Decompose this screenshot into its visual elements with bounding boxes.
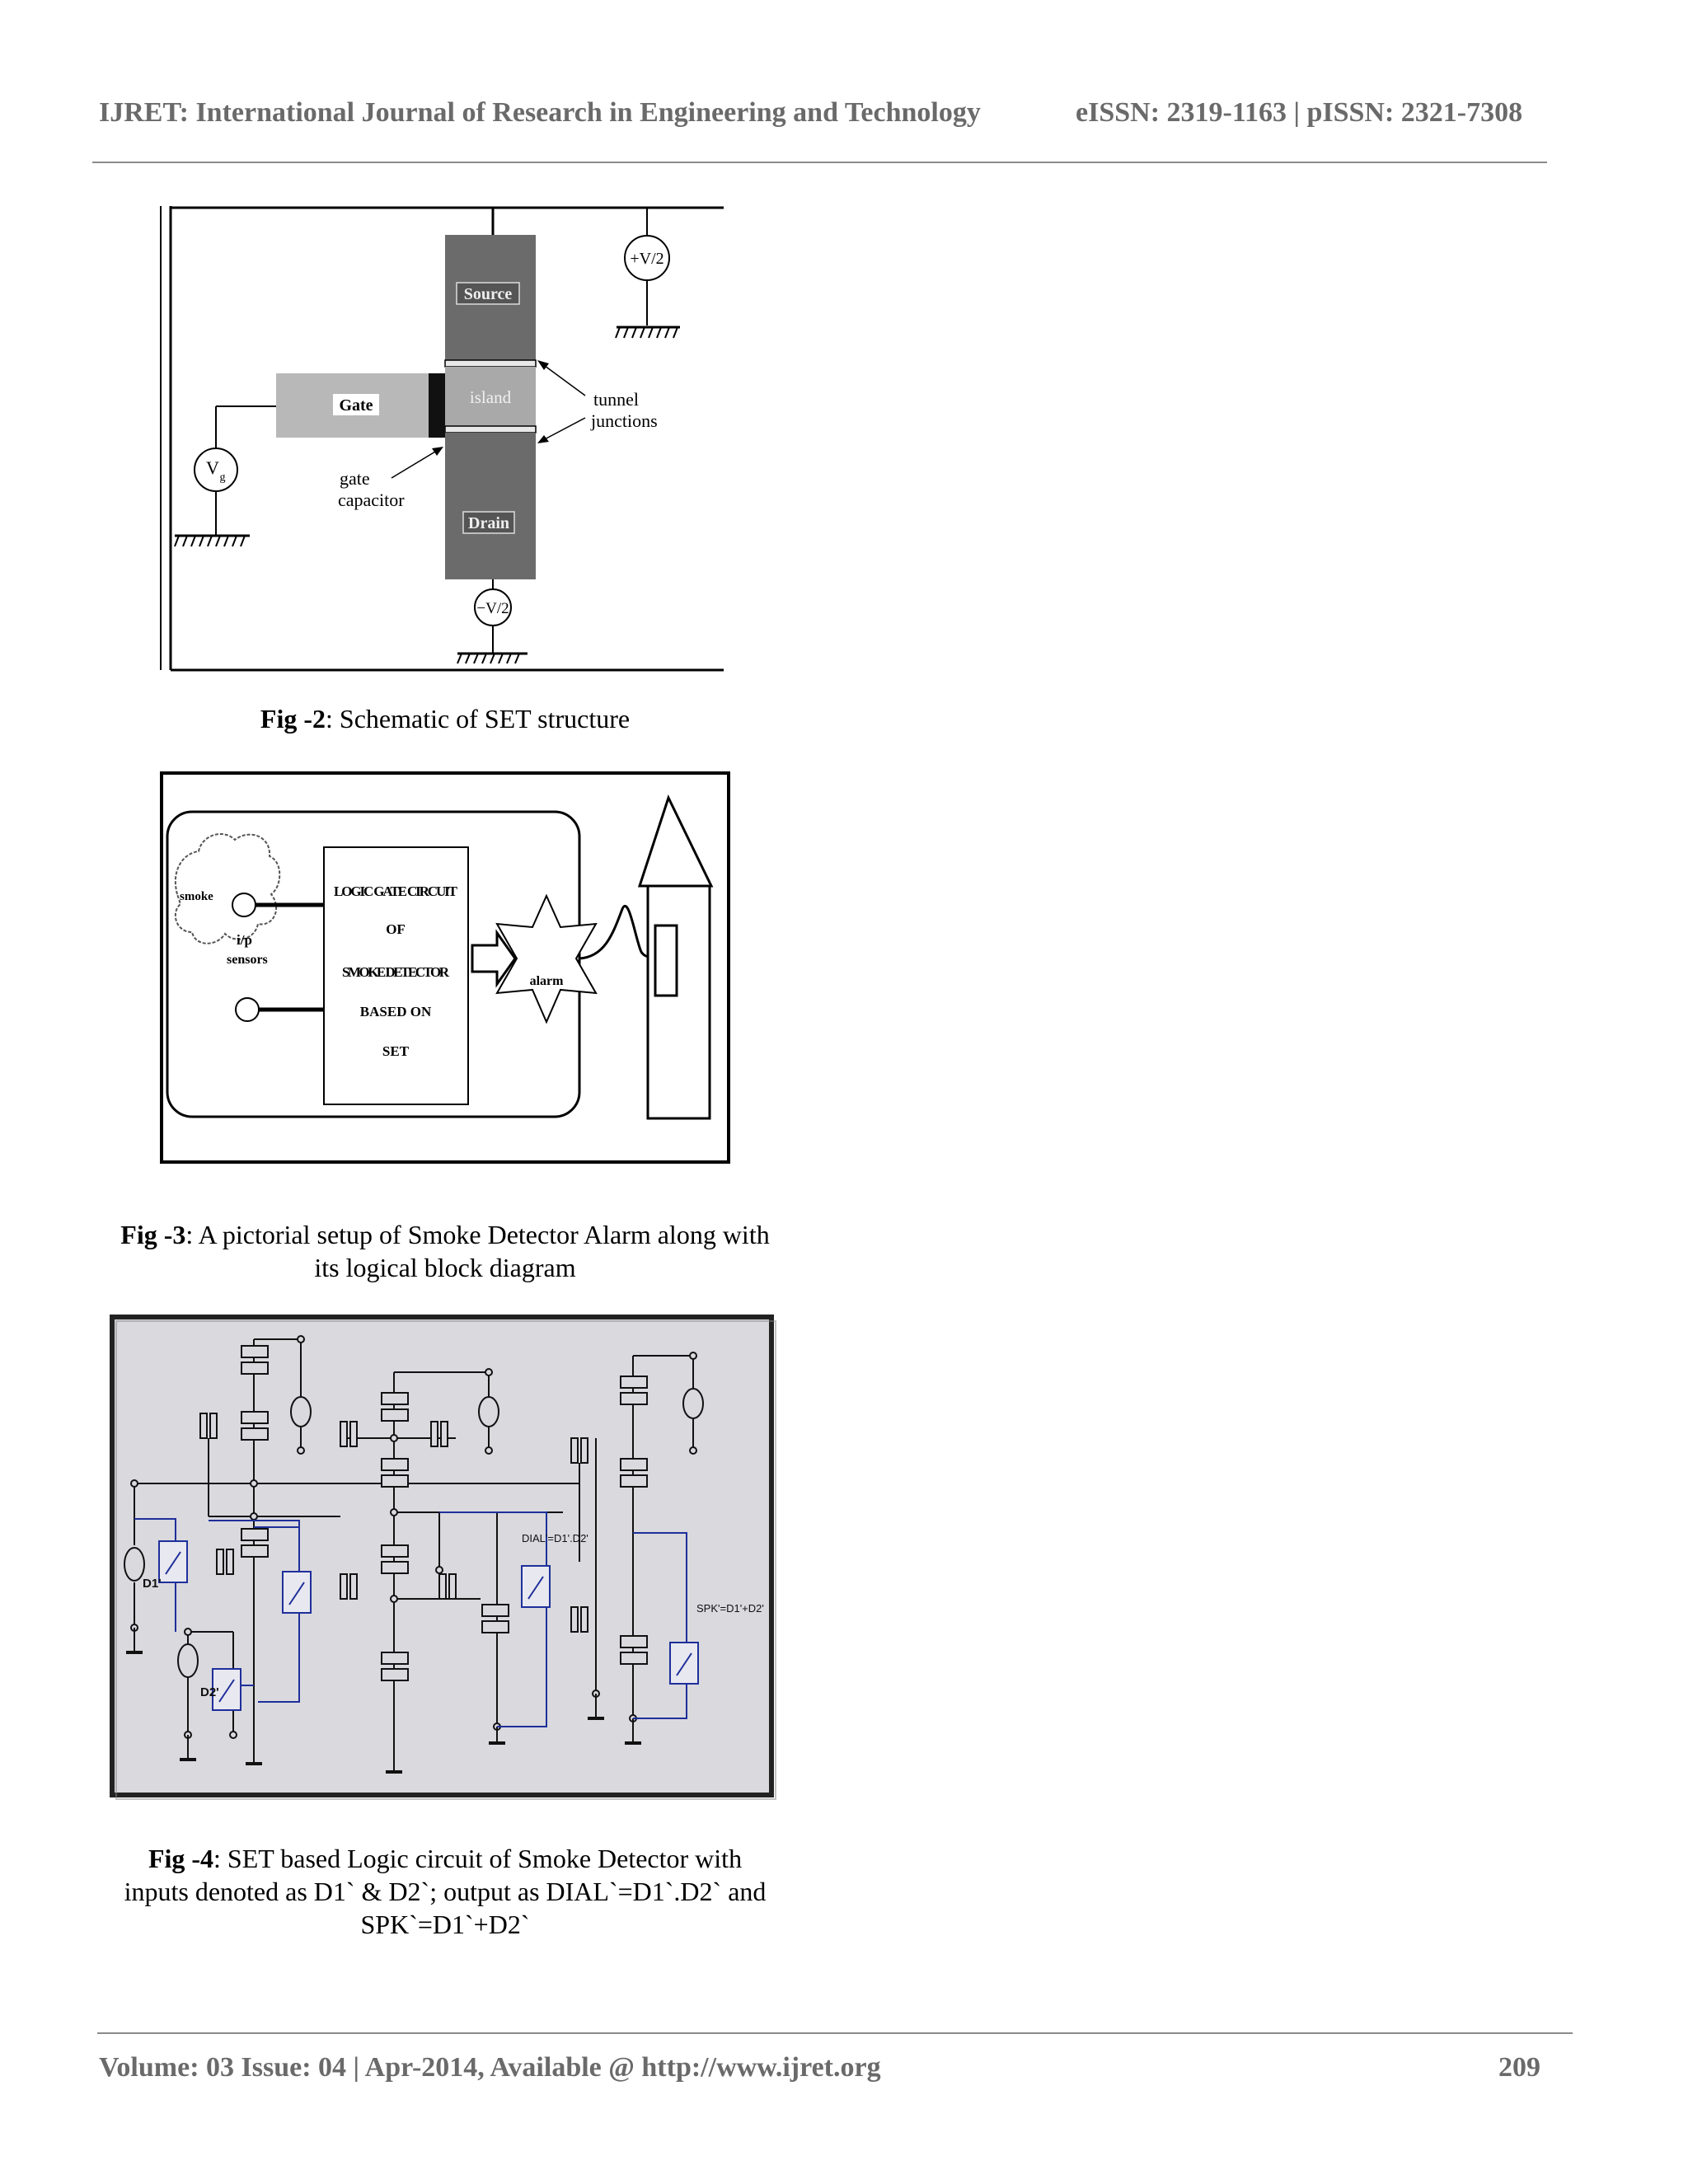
fig3-caption-line-2: its logical block diagram [314,1253,576,1282]
fig3-smoke-detector-diagram [159,771,736,1166]
label-island: island [469,387,512,407]
fig4-caption-line-1: : SET based Logic circuit of Smoke Detector with [213,1844,743,1873]
fig4-caption [91,1842,799,1941]
fig4-set-logic-circuit [110,1315,779,1801]
page-number: 209 [1498,2052,1540,2083]
label-gate-cap-2: capacitor [338,490,405,510]
fig2-set-schematic [157,202,734,676]
label-sensors: sensors [227,953,268,967]
label-drain: Drain [468,514,509,532]
issn-info: eISSN: 2319-1163 | pISSN: 2321-7308 [1076,97,1523,128]
fig2-caption-label: Fig -2 [260,704,326,733]
fig3-caption-label: Fig -3 [120,1220,186,1249]
footer-volume-info: Volume: 03 Issue: 04 | Apr-2014, Available @ http://www.ijret.org [99,2052,881,2083]
label-tunnel: tunnel [593,389,639,410]
fig3-caption-line-1: : A pictorial setup of Smoke Detector Alarm along with [185,1220,770,1249]
block-line-1: LOGIC GATE CIRCUIT [334,883,457,899]
fig3-caption [91,1218,799,1284]
label-gate: Gate [339,396,373,415]
label-vplus: +V/2 [630,250,664,268]
footer-rule [97,2032,1573,2034]
label-vminus: −V/2 [476,600,509,617]
block-line-3: SMOKE DETECTOR [342,964,449,980]
label-source: Source [463,285,513,303]
label-alarm: alarm [529,974,564,988]
label-d2: D2' [200,1685,219,1699]
fig2-caption [157,702,734,735]
label-ip: i/p [237,932,252,948]
block-line-4: BASED ON [359,1004,432,1019]
fig2-caption-text: : Schematic of SET structure [326,704,631,733]
label-smoke: smoke [180,890,213,903]
block-line-2: OF [386,921,406,937]
label-d1: D1' [143,1577,162,1591]
label-junctions: junctions [591,410,658,431]
label-vg-subscript: g [219,471,226,484]
label-gate-cap-1: gate [340,468,370,489]
label-dial: DIAL'=D1'.D2' [522,1532,588,1544]
block-line-5: SET [382,1043,410,1059]
fig4-caption-line-3: SPK`=D1`+D2` [360,1910,530,1939]
header-rule [92,162,1547,163]
label-spk: SPK'=D1'+D2' [696,1602,764,1615]
journal-title: IJRET: International Journal of Research in Engineering and Technology [99,97,981,128]
fig4-caption-line-2: inputs denoted as D1` & D2`; output as DIAL`=D1`.D2` and [124,1877,767,1906]
label-vg: V [206,457,219,478]
fig4-caption-label: Fig -4 [148,1844,214,1873]
